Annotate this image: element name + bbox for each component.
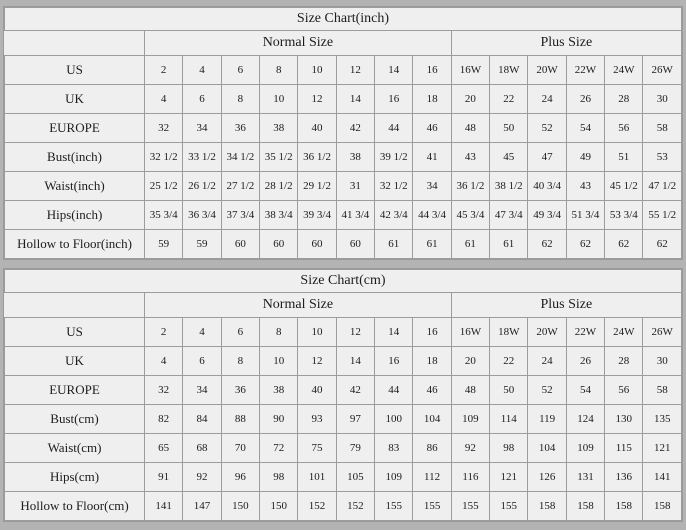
cell: 109 — [566, 434, 604, 463]
cell: 36 3/4 — [183, 201, 221, 230]
cell: 147 — [183, 492, 221, 521]
cell: 91 — [145, 463, 183, 492]
cell: 22 — [490, 347, 528, 376]
cell: 61 — [451, 230, 489, 259]
cell: 83 — [375, 434, 413, 463]
chart-title: Size Chart(cm) — [5, 270, 682, 293]
cell: 32 1/2 — [375, 172, 413, 201]
cell: 6 — [221, 318, 259, 347]
cell: 150 — [260, 492, 298, 521]
chart-group-row — [5, 293, 682, 318]
cell: 38 3/4 — [260, 201, 298, 230]
cell: 45 1/2 — [605, 172, 643, 201]
cell: 152 — [298, 492, 336, 521]
cell: 155 — [490, 492, 528, 521]
cell: 43 — [566, 172, 604, 201]
table-row — [5, 143, 682, 172]
cell: 56 — [605, 114, 643, 143]
cell: 60 — [260, 230, 298, 259]
cell: 90 — [260, 405, 298, 434]
cell: 119 — [528, 405, 566, 434]
cell: 109 — [375, 463, 413, 492]
cell: 10 — [298, 56, 336, 85]
cell: 60 — [221, 230, 259, 259]
cell: 152 — [336, 492, 374, 521]
cell: 6 — [183, 347, 221, 376]
cell: 26 1/2 — [183, 172, 221, 201]
cell: 20W — [528, 56, 566, 85]
row-label-us: US — [5, 56, 145, 85]
cell: 141 — [145, 492, 183, 521]
table-row — [5, 463, 682, 492]
cell: 62 — [566, 230, 604, 259]
table-row — [5, 172, 682, 201]
cell: 39 1/2 — [375, 143, 413, 172]
table-row — [5, 230, 682, 259]
cell: 50 — [490, 376, 528, 405]
table-row — [5, 376, 682, 405]
cell: 36 — [221, 114, 259, 143]
cell: 59 — [183, 230, 221, 259]
cell: 155 — [375, 492, 413, 521]
table-row — [5, 405, 682, 434]
cell: 84 — [183, 405, 221, 434]
cell: 8 — [260, 56, 298, 85]
row-label-europe: EUROPE — [5, 376, 145, 405]
cell: 121 — [643, 434, 682, 463]
cell: 98 — [260, 463, 298, 492]
size-chart-inch — [3, 6, 683, 260]
cell: 105 — [336, 463, 374, 492]
cell: 18 — [413, 85, 451, 114]
cell: 62 — [643, 230, 682, 259]
cell: 65 — [145, 434, 183, 463]
cell: 16 — [375, 347, 413, 376]
cell: 39 3/4 — [298, 201, 336, 230]
cell: 20 — [451, 347, 489, 376]
cell: 56 — [605, 376, 643, 405]
cell: 4 — [145, 347, 183, 376]
cell: 98 — [490, 434, 528, 463]
row-label-hollow-to-floor: Hollow to Floor(inch) — [5, 230, 145, 259]
cell: 70 — [221, 434, 259, 463]
group-normal-size: Normal Size — [145, 31, 452, 56]
cell: 155 — [451, 492, 489, 521]
cell: 100 — [375, 405, 413, 434]
chart-title: Size Chart(inch) — [5, 8, 682, 31]
cell: 42 — [336, 114, 374, 143]
cell: 45 — [490, 143, 528, 172]
cell: 20 — [451, 85, 489, 114]
cell: 44 — [375, 114, 413, 143]
cell: 72 — [260, 434, 298, 463]
cell: 40 3/4 — [528, 172, 566, 201]
row-label-waist: Waist(inch) — [5, 172, 145, 201]
chart-group-row — [5, 31, 682, 56]
cell: 36 1/2 — [451, 172, 489, 201]
cell: 79 — [336, 434, 374, 463]
cell: 4 — [183, 56, 221, 85]
cell: 4 — [145, 85, 183, 114]
cell: 126 — [528, 463, 566, 492]
cell: 52 — [528, 114, 566, 143]
cell: 27 1/2 — [221, 172, 259, 201]
group-row-spacer — [5, 293, 145, 318]
cell: 55 1/2 — [643, 201, 682, 230]
size-chart-inch-table — [4, 7, 682, 259]
cell: 121 — [490, 463, 528, 492]
cell: 155 — [413, 492, 451, 521]
cell: 10 — [298, 318, 336, 347]
cell: 131 — [566, 463, 604, 492]
cell: 92 — [451, 434, 489, 463]
cell: 14 — [336, 85, 374, 114]
cell: 104 — [413, 405, 451, 434]
cell: 48 — [451, 114, 489, 143]
row-label-bust: Bust(cm) — [5, 405, 145, 434]
cell: 97 — [336, 405, 374, 434]
cell: 47 3/4 — [490, 201, 528, 230]
cell: 86 — [413, 434, 451, 463]
cell: 41 3/4 — [336, 201, 374, 230]
cell: 22W — [566, 56, 604, 85]
cell: 112 — [413, 463, 451, 492]
row-label-waist: Waist(cm) — [5, 434, 145, 463]
row-label-europe: EUROPE — [5, 114, 145, 143]
cell: 8 — [221, 85, 259, 114]
cell: 115 — [605, 434, 643, 463]
cell: 35 3/4 — [145, 201, 183, 230]
cell: 22W — [566, 318, 604, 347]
cell: 40 — [298, 114, 336, 143]
cell: 54 — [566, 114, 604, 143]
cell: 45 3/4 — [451, 201, 489, 230]
cell: 44 — [375, 376, 413, 405]
cell: 18W — [490, 318, 528, 347]
cell: 29 1/2 — [298, 172, 336, 201]
cell: 62 — [528, 230, 566, 259]
cell: 37 3/4 — [221, 201, 259, 230]
cell: 12 — [336, 318, 374, 347]
chart-title-row — [5, 270, 682, 293]
cell: 49 3/4 — [528, 201, 566, 230]
cell: 24W — [605, 318, 643, 347]
cell: 14 — [375, 318, 413, 347]
row-label-us: US — [5, 318, 145, 347]
cell: 28 — [605, 347, 643, 376]
cell: 46 — [413, 114, 451, 143]
cell: 38 — [336, 143, 374, 172]
cell: 43 — [451, 143, 489, 172]
cell: 60 — [336, 230, 374, 259]
cell: 38 — [260, 376, 298, 405]
cell: 30 — [643, 347, 682, 376]
chart-title-row — [5, 8, 682, 31]
cell: 40 — [298, 376, 336, 405]
group-plus-size: Plus Size — [451, 293, 681, 318]
cell: 62 — [605, 230, 643, 259]
cell: 24W — [605, 56, 643, 85]
cell: 82 — [145, 405, 183, 434]
cell: 14 — [375, 56, 413, 85]
cell: 47 1/2 — [643, 172, 682, 201]
cell: 50 — [490, 114, 528, 143]
row-label-hips: Hips(cm) — [5, 463, 145, 492]
table-row — [5, 114, 682, 143]
cell: 46 — [413, 376, 451, 405]
cell: 38 1/2 — [490, 172, 528, 201]
cell: 158 — [605, 492, 643, 521]
cell: 26 — [566, 85, 604, 114]
cell: 6 — [221, 56, 259, 85]
cell: 136 — [605, 463, 643, 492]
cell: 54 — [566, 376, 604, 405]
cell: 36 1/2 — [298, 143, 336, 172]
cell: 109 — [451, 405, 489, 434]
cell: 6 — [183, 85, 221, 114]
cell: 31 — [336, 172, 374, 201]
cell: 58 — [643, 376, 682, 405]
cell: 16 — [375, 85, 413, 114]
cell: 16W — [451, 56, 489, 85]
cell: 30 — [643, 85, 682, 114]
cell: 34 — [183, 114, 221, 143]
cell: 44 3/4 — [413, 201, 451, 230]
cell: 158 — [528, 492, 566, 521]
cell: 158 — [643, 492, 682, 521]
cell: 92 — [183, 463, 221, 492]
row-label-hollow-to-floor: Hollow to Floor(cm) — [5, 492, 145, 521]
cell: 28 1/2 — [260, 172, 298, 201]
group-plus-size: Plus Size — [451, 31, 681, 56]
cell: 18W — [490, 56, 528, 85]
cell: 24 — [528, 347, 566, 376]
cell: 20W — [528, 318, 566, 347]
table-row — [5, 434, 682, 463]
cell: 8 — [221, 347, 259, 376]
cell: 101 — [298, 463, 336, 492]
cell: 22 — [490, 85, 528, 114]
cell: 61 — [413, 230, 451, 259]
cell: 75 — [298, 434, 336, 463]
cell: 52 — [528, 376, 566, 405]
cell: 96 — [221, 463, 259, 492]
cell: 26W — [643, 56, 682, 85]
cell: 61 — [375, 230, 413, 259]
table-row — [5, 347, 682, 376]
cell: 88 — [221, 405, 259, 434]
cell: 51 — [605, 143, 643, 172]
cell: 124 — [566, 405, 604, 434]
cell: 135 — [643, 405, 682, 434]
cell: 41 — [413, 143, 451, 172]
cell: 53 3/4 — [605, 201, 643, 230]
cell: 2 — [145, 56, 183, 85]
cell: 18 — [413, 347, 451, 376]
cell: 114 — [490, 405, 528, 434]
cell: 28 — [605, 85, 643, 114]
table-row — [5, 56, 682, 85]
size-chart-cm-table — [4, 269, 682, 521]
cell: 141 — [643, 463, 682, 492]
row-label-uk: UK — [5, 85, 145, 114]
cell: 68 — [183, 434, 221, 463]
cell: 38 — [260, 114, 298, 143]
cell: 26W — [643, 318, 682, 347]
cell: 32 — [145, 114, 183, 143]
cell: 35 1/2 — [260, 143, 298, 172]
cell: 12 — [298, 85, 336, 114]
group-normal-size: Normal Size — [145, 293, 452, 318]
cell: 10 — [260, 347, 298, 376]
cell: 42 — [336, 376, 374, 405]
table-row — [5, 85, 682, 114]
table-row — [5, 318, 682, 347]
row-label-bust: Bust(inch) — [5, 143, 145, 172]
cell: 34 — [413, 172, 451, 201]
row-label-uk: UK — [5, 347, 145, 376]
cell: 32 — [145, 376, 183, 405]
cell: 59 — [145, 230, 183, 259]
cell: 49 — [566, 143, 604, 172]
cell: 48 — [451, 376, 489, 405]
cell: 16W — [451, 318, 489, 347]
cell: 25 1/2 — [145, 172, 183, 201]
cell: 47 — [528, 143, 566, 172]
size-chart-cm — [3, 268, 683, 522]
cell: 8 — [260, 318, 298, 347]
cell: 32 1/2 — [145, 143, 183, 172]
cell: 14 — [336, 347, 374, 376]
cell: 16 — [413, 56, 451, 85]
cell: 12 — [298, 347, 336, 376]
row-label-hips: Hips(inch) — [5, 201, 145, 230]
table-row — [5, 201, 682, 230]
cell: 158 — [566, 492, 604, 521]
table-row — [5, 492, 682, 521]
cell: 150 — [221, 492, 259, 521]
cell: 53 — [643, 143, 682, 172]
cell: 42 3/4 — [375, 201, 413, 230]
cell: 24 — [528, 85, 566, 114]
cell: 26 — [566, 347, 604, 376]
cell: 93 — [298, 405, 336, 434]
cell: 2 — [145, 318, 183, 347]
cell: 116 — [451, 463, 489, 492]
cell: 4 — [183, 318, 221, 347]
cell: 58 — [643, 114, 682, 143]
cell: 51 3/4 — [566, 201, 604, 230]
cell: 36 — [221, 376, 259, 405]
cell: 34 1/2 — [221, 143, 259, 172]
cell: 130 — [605, 405, 643, 434]
cell: 60 — [298, 230, 336, 259]
cell: 10 — [260, 85, 298, 114]
cell: 16 — [413, 318, 451, 347]
group-row-spacer — [5, 31, 145, 56]
cell: 34 — [183, 376, 221, 405]
cell: 61 — [490, 230, 528, 259]
cell: 33 1/2 — [183, 143, 221, 172]
cell: 12 — [336, 56, 374, 85]
cell: 104 — [528, 434, 566, 463]
